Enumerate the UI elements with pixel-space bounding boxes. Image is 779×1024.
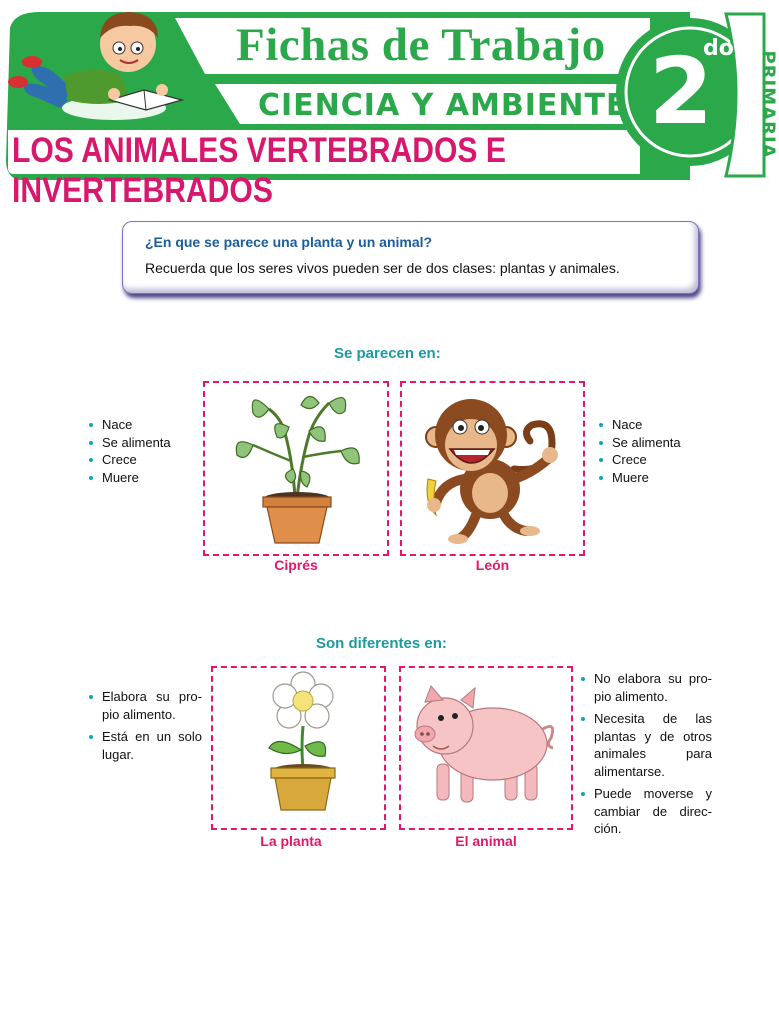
reading-boy-illustration: [2, 4, 212, 134]
flower-caption: La planta: [260, 833, 322, 849]
grade-suffix: do: [703, 36, 734, 61]
similarities-title: Se parecen en:: [334, 345, 441, 362]
list-item: Muere: [88, 469, 198, 487]
list-item: Nace: [88, 416, 198, 434]
intro-question: ¿En que se parece una planta y un animal?: [145, 234, 433, 250]
header-banner: [0, 0, 779, 210]
differences-left-list: [88, 688, 202, 768]
list-item: Crece: [598, 451, 708, 469]
differences-right-list: [580, 670, 712, 843]
list-item: Muere: [598, 469, 708, 487]
pig-icon: [401, 668, 571, 828]
grade-level: PRIMARIA: [757, 50, 779, 159]
list-item: Se alimenta: [88, 434, 198, 452]
pig-caption: El animal: [455, 833, 517, 849]
flower-pot-icon: [213, 668, 384, 828]
pig-image-box: [399, 666, 573, 830]
grade-number: 2: [648, 38, 713, 145]
worksheet-title: Fichas de Trabajo: [236, 19, 606, 71]
list-item: Puede moverse y cambiar de direc-ción.: [580, 785, 712, 838]
similarities-left-list: [88, 416, 198, 486]
monkey-caption: León: [475, 557, 510, 573]
potted-plant-icon: [205, 383, 387, 554]
similarities-right-list: [598, 416, 708, 486]
intro-box: [122, 221, 699, 294]
plant-image-box: [203, 381, 389, 556]
subject-title: CIENCIA Y AMBIENTE: [258, 88, 628, 123]
differences-title: Son diferentes en:: [316, 635, 447, 652]
list-item: Se alimenta: [598, 434, 708, 452]
list-item: Crece: [88, 451, 198, 469]
list-item: No elabora su pro-pio alimento.: [580, 670, 712, 705]
list-item: Nace: [598, 416, 708, 434]
flower-image-box: [211, 666, 386, 830]
intro-text: Recuerda que los seres vivos pueden ser de dos clases: plantas y animales.: [145, 260, 620, 276]
monkey-image-box: [400, 381, 585, 556]
list-item: Está en un solo lugar.: [88, 728, 202, 763]
monkey-icon: [402, 383, 583, 554]
topic-title: LOS ANIMALES VERTEBRADOS E INVERTEBRADOS: [12, 131, 506, 210]
plant-caption: Ciprés: [274, 557, 318, 573]
list-item: Necesita de las plantas y de otros animales para alimentarse.: [580, 710, 712, 780]
list-item: Elabora su pro-pio alimento.: [88, 688, 202, 723]
